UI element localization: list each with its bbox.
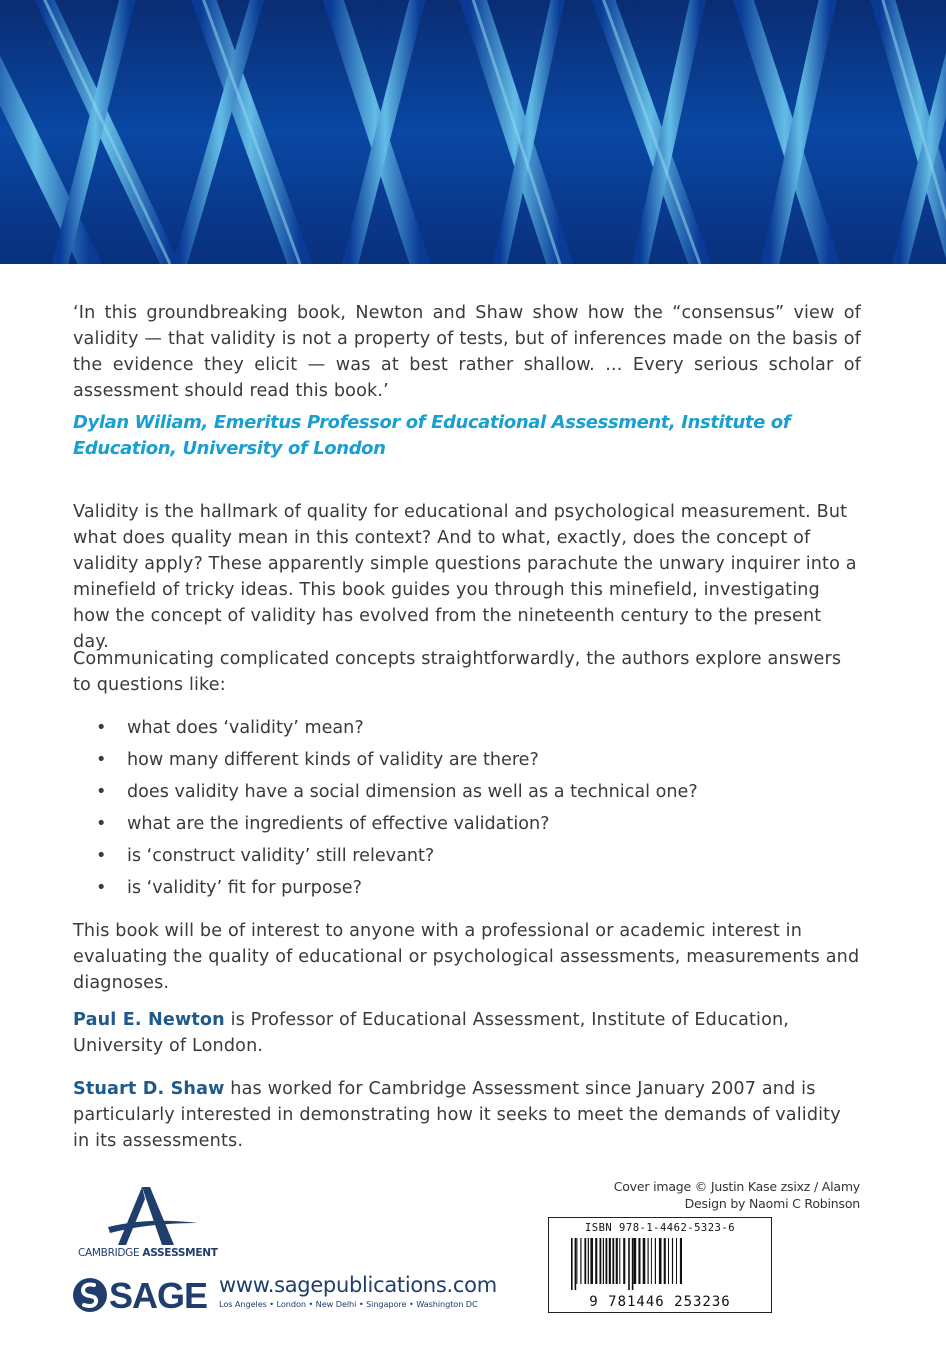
list-item-text: is ‘validity’ fit for purpose?: [127, 878, 362, 898]
barcode-bar: [632, 1238, 634, 1290]
bullet-icon: •: [96, 878, 107, 898]
barcode-bar: [659, 1238, 662, 1284]
barcode-bar: [623, 1238, 625, 1284]
barcode-bar: [609, 1238, 611, 1284]
barcode-bar: [668, 1238, 669, 1284]
barcode-bar: [612, 1238, 614, 1284]
barcode-bar: [576, 1238, 577, 1284]
barcode-bar: [590, 1238, 593, 1284]
author-bio-newton: [73, 1007, 861, 1059]
barcode-bar: [580, 1238, 581, 1284]
barcode-bar: [575, 1238, 577, 1290]
sage-website-link[interactable]: www.sagepublications.com: [219, 1273, 497, 1297]
barcode-bar: [643, 1238, 646, 1284]
design-credit: Design by Naomi C Robinson: [684, 1196, 860, 1211]
author-bio-text: is Professor of Educational Assessment, Institute of Education, University of London.: [73, 1010, 790, 1056]
barcode-bar: [588, 1238, 589, 1284]
barcode-bar: [676, 1238, 677, 1284]
cambridge-assessment-name: CAMBRIDGE ASSESSMENT: [78, 1247, 218, 1259]
barcode-bar: [680, 1238, 682, 1284]
barcode-bar: [672, 1238, 673, 1284]
list-item-text: what does ‘validity’ mean?: [127, 718, 364, 738]
sage-logo-text: SAGE: [109, 1275, 208, 1315]
barcode-bar: [584, 1238, 586, 1284]
barcode-bar: [638, 1238, 640, 1284]
quote-attribution: Dylan Wiliam, Emeritus Professor of Educational Assessment, Institute of Education, University of London: [73, 412, 791, 459]
cover-image-credit: Cover image © Justin Kase zsixz / Alamy: [613, 1179, 860, 1194]
sage-office-cities: Los Angeles • London • New Delhi • Singapore • Washington DC: [219, 1299, 478, 1309]
bullet-icon: •: [96, 814, 107, 834]
author-bio-text: has worked for Cambridge Assessment since January 2007 and is particularly interested in demonstrating how it seeks to meet the demands of validity in its assessments.: [73, 1079, 841, 1151]
cover-image: [0, 0, 946, 264]
barcode-bar: [655, 1238, 656, 1284]
barcode-bar: [664, 1238, 666, 1284]
list-item: [96, 714, 698, 746]
cover-credits: [614, 1178, 860, 1212]
barcode-bar: [571, 1238, 573, 1290]
list-item-text: is ‘construct validity’ still relevant?: [127, 846, 435, 866]
blurb-paragraph-1: Validity is the hallmark of quality for educational and psychological measurement. But what does quality mean in this context? And to what, exactly, does the concept of validity apply? These apparently simple questions parachute the unwary inquirer into a minefield of tricky ideas. This book guides you through this minefield, investigating how the concept of validity has evolved from the nineteenth century to the present day.: [73, 502, 857, 652]
author-name: Paul E. Newton: [73, 1010, 225, 1030]
barcode-bar: [603, 1238, 604, 1284]
author-bio-shaw: [73, 1076, 861, 1154]
list-item: [96, 842, 698, 874]
isbn-label: ISBN 978-1-4462-5323-6: [584, 1222, 736, 1234]
barcode-bar: [634, 1238, 637, 1284]
barcode-bar: [619, 1238, 620, 1284]
barcode-bar: [651, 1238, 652, 1284]
list-item: [96, 746, 698, 778]
barcode-bars: [569, 1238, 753, 1290]
bullet-icon: •: [96, 750, 107, 770]
barcode-bar: [648, 1238, 649, 1284]
list-item-text: does validity have a social dimension as well as a technical one?: [127, 782, 698, 802]
barcode-bar: [628, 1238, 630, 1290]
questions-list: [96, 714, 698, 906]
endorsement-quote: ‘In this groundbreaking book, Newton and Shaw show how the “consensus” view of validity — that validity is not a property of tests, but of inferences made on the basis of the evidence they elicit — was at best rather shallow. ... Every serious scholar of assessment should read this book.’: [73, 303, 861, 401]
barcode-bar: [595, 1238, 597, 1284]
list-item: [96, 778, 698, 810]
bullet-icon: •: [96, 782, 107, 802]
blurb-paragraph-3: This book will be of interest to anyone with a professional or academic interest in evaluating the quality of educational or psychological assessments, measurements and diagnoses.: [73, 921, 860, 993]
blurb-paragraph-2: Communicating complicated concepts straightforwardly, the authors explore answers to questions like:: [73, 649, 842, 695]
author-name: Stuart D. Shaw: [73, 1079, 225, 1099]
list-item-text: how many different kinds of validity are there?: [127, 750, 539, 770]
list-item-text: what are the ingredients of effective validation?: [127, 814, 550, 834]
isbn-barcode: [548, 1217, 772, 1313]
barcode-bar: [600, 1238, 602, 1284]
barcode-digits: 9 781446 253236: [589, 1294, 731, 1310]
bullet-icon: •: [96, 846, 107, 866]
sage-logo-icon: [72, 1275, 212, 1315]
list-item: [96, 874, 698, 906]
bullet-icon: •: [96, 718, 107, 738]
barcode-bar: [606, 1238, 608, 1284]
list-item: [96, 810, 698, 842]
barcode-bar: [616, 1238, 618, 1284]
